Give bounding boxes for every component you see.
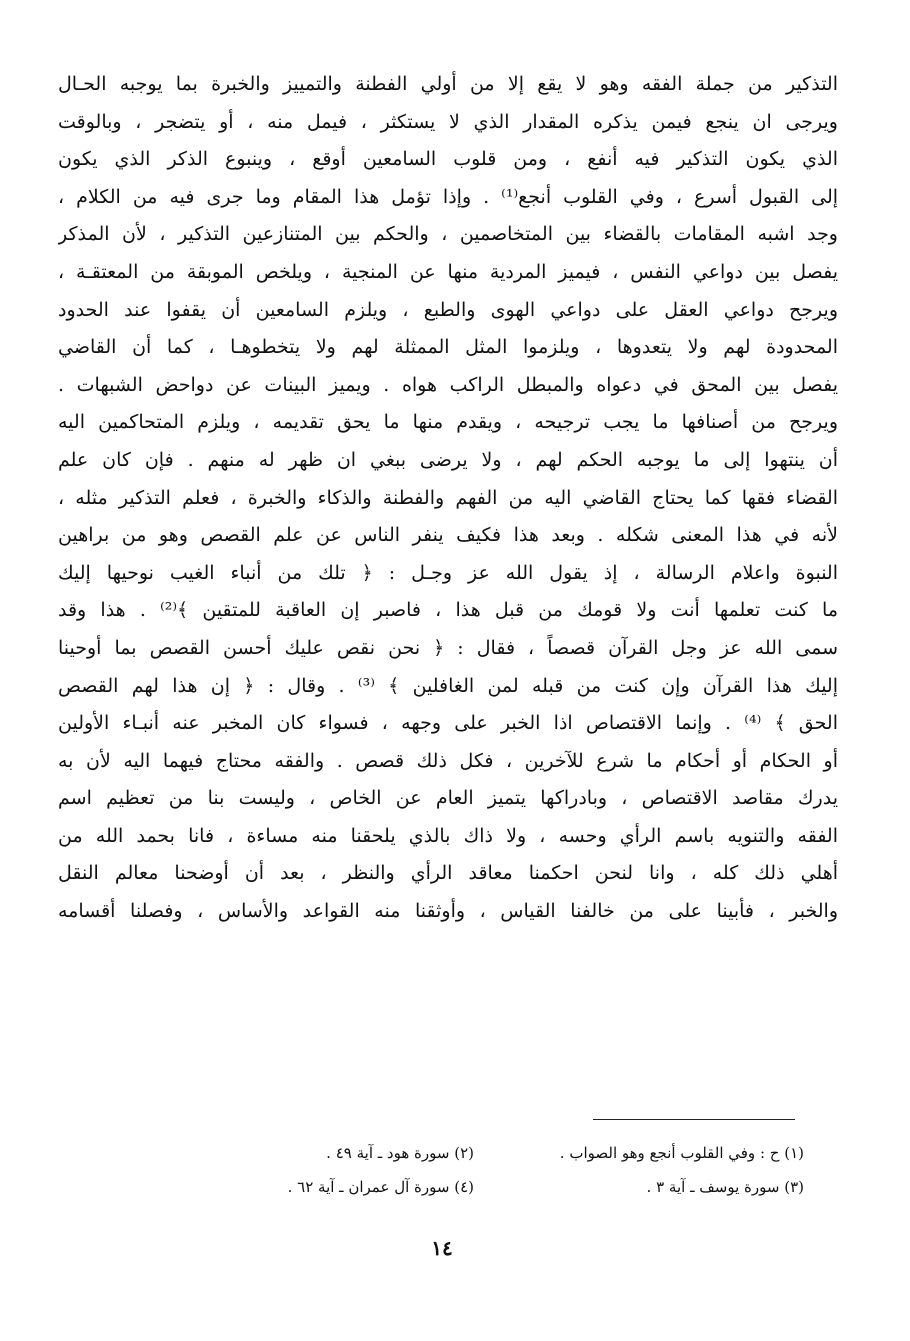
footnote-3: (٣) سورة يوسف ـ آية ٣ . bbox=[646, 1178, 804, 1196]
text-line: النبوة واعلام الرسالة ، إذ يقول الله عز وجـل : ﴿ تلك من أنباء الغيب نوحيها إليك bbox=[58, 561, 838, 584]
text-line: ويرجح من أصنافها ما يجب ترجيحه ، ويقدم منها ما يحق تقديمه ، ويلزم المتحاكمين اليه bbox=[58, 411, 838, 434]
text-line: المحدودة لهم ولا يتعدوها ، ويلزموا المثل الممثلة لهم ولا يتخطوهـا ، كما أن القاضي bbox=[58, 336, 838, 359]
text-line: إليك هذا القرآن وإن كنت من قبله لمن الغافلين ﴾ ⁽³⁾ . وقال : ﴿ إن هذا لهم القصص bbox=[58, 674, 838, 697]
text-line: أو الحكام أو أحكام ما شرع للآخرين ، فكل ذلك قصص . والفقه محتاج فيهما اليه لأن به bbox=[58, 749, 838, 772]
footnote-1: (١) ح : وفي القلوب أنجع وهو الصواب . bbox=[559, 1144, 804, 1162]
text-line: يدرك مقاصد الاقتصاص ، وبادراكها يتميز العام عن الخاص ، وليست بنا من تعظيم اسم bbox=[58, 787, 838, 810]
text-line: ويرجح دواعي العقل على دواعي الهوى والطبع ، ويلزم السامعين أن يقفوا عند الحدود bbox=[58, 298, 838, 321]
text-line: التذكير من جملة الفقه وهو لا يقع إلا من أولي الفطنة والتمييز والخبرة بما يوجبه الحـال bbox=[58, 73, 838, 95]
text-line: وجد اشبه المقامات بالقضاء بين المتخاصمين ، والحكم بين المتنازعين التذكير ، لأن المذكر bbox=[58, 223, 838, 246]
text-line: ما كنت تعلمها أنت ولا قومك من قبل هذا ، فاصبر إن العاقبة للمتقين ﴾⁽²⁾ . هذا وقد bbox=[58, 599, 838, 622]
text-line: إلى القبول أسرع ، وفي القلوب أنجع⁽¹⁾ . وإذا تؤمل هذا المقام وما جرى فيه من الكلام ، bbox=[58, 185, 838, 208]
text-line: الذي يكون التذكير فيه أنفع ، ومن قلوب السامعين أوقع ، وينبوع الذكر الذي يكون bbox=[58, 148, 838, 171]
footnotes bbox=[214, 1136, 804, 1204]
page-number: ١٤ bbox=[431, 1236, 453, 1260]
footnote-row bbox=[214, 1170, 804, 1204]
text-line: ويرجى ان ينجع فيمن يذكره المقدار الذي لا يستكثر ، فيمل منه ، أو يتضجر ، وبالوقت bbox=[58, 110, 838, 133]
text-line: سمى الله عز وجل القرآن قصصاً ، فقال : ﴿ نحن نقص عليك أحسن القصص بما أوحينا bbox=[58, 636, 838, 659]
text-line: القضاء فقها كما يحتاج القاضي اليه من الفهم والفطنة والذكاء والخبرة ، فعلم التذكير مثله ، bbox=[58, 486, 838, 509]
body-text bbox=[58, 66, 838, 931]
footnote-row bbox=[214, 1136, 804, 1170]
text-line: لأنه في هذا المعنى شكله . وبعد هذا فكيف ينفر الناس عن علم القصص وهو من براهين bbox=[58, 524, 838, 547]
text-line: الفقه والتنويه باسم الرأي وحسه ، ولا ذاك بالذي يلحقنا منه مساءة ، فانا بحمد الله من bbox=[58, 824, 838, 847]
text-line: الحق ﴾ ⁽⁴⁾ . وإنما الاقتصاص اذا الخبر على وجهه ، فسواء كان المخبر عنه أنبـاء الأولين bbox=[58, 712, 838, 735]
text-line: يفصل بين المحق في دعواه والمبطل الراكب هواه . ويميز البينات عن دواحض الشبهات . bbox=[58, 373, 838, 396]
footnote-2: (٢) سورة هود ـ آية ٤٩ . bbox=[326, 1144, 474, 1162]
footnote-4: (٤) سورة آل عمران ـ آية ٦٢ . bbox=[287, 1178, 474, 1196]
text-line: والخبر ، فأبينا على من خالفنا القياس ، وأوثقنا منه القواعد والأساس ، وفصلنا أقسامه bbox=[58, 900, 838, 923]
text-line: أهلي ذلك كله ، وانا لنحن احكمنا معاقد الرأي والنظر ، بعد أن أوضحنا معالم النقل bbox=[58, 862, 838, 885]
footnote-separator bbox=[593, 1119, 795, 1120]
text-line: أن ينتهوا إلى ما يوجبه الحكم لهم ، ولا يرضى ببغي ان ظهر له منهم . فإن كان علم bbox=[58, 448, 838, 471]
text-line: يفصل بين دواعي النفس ، فيميز المردية منها عن المنجية ، ويلخص الموبقة من المعتقـة ، bbox=[58, 260, 838, 283]
